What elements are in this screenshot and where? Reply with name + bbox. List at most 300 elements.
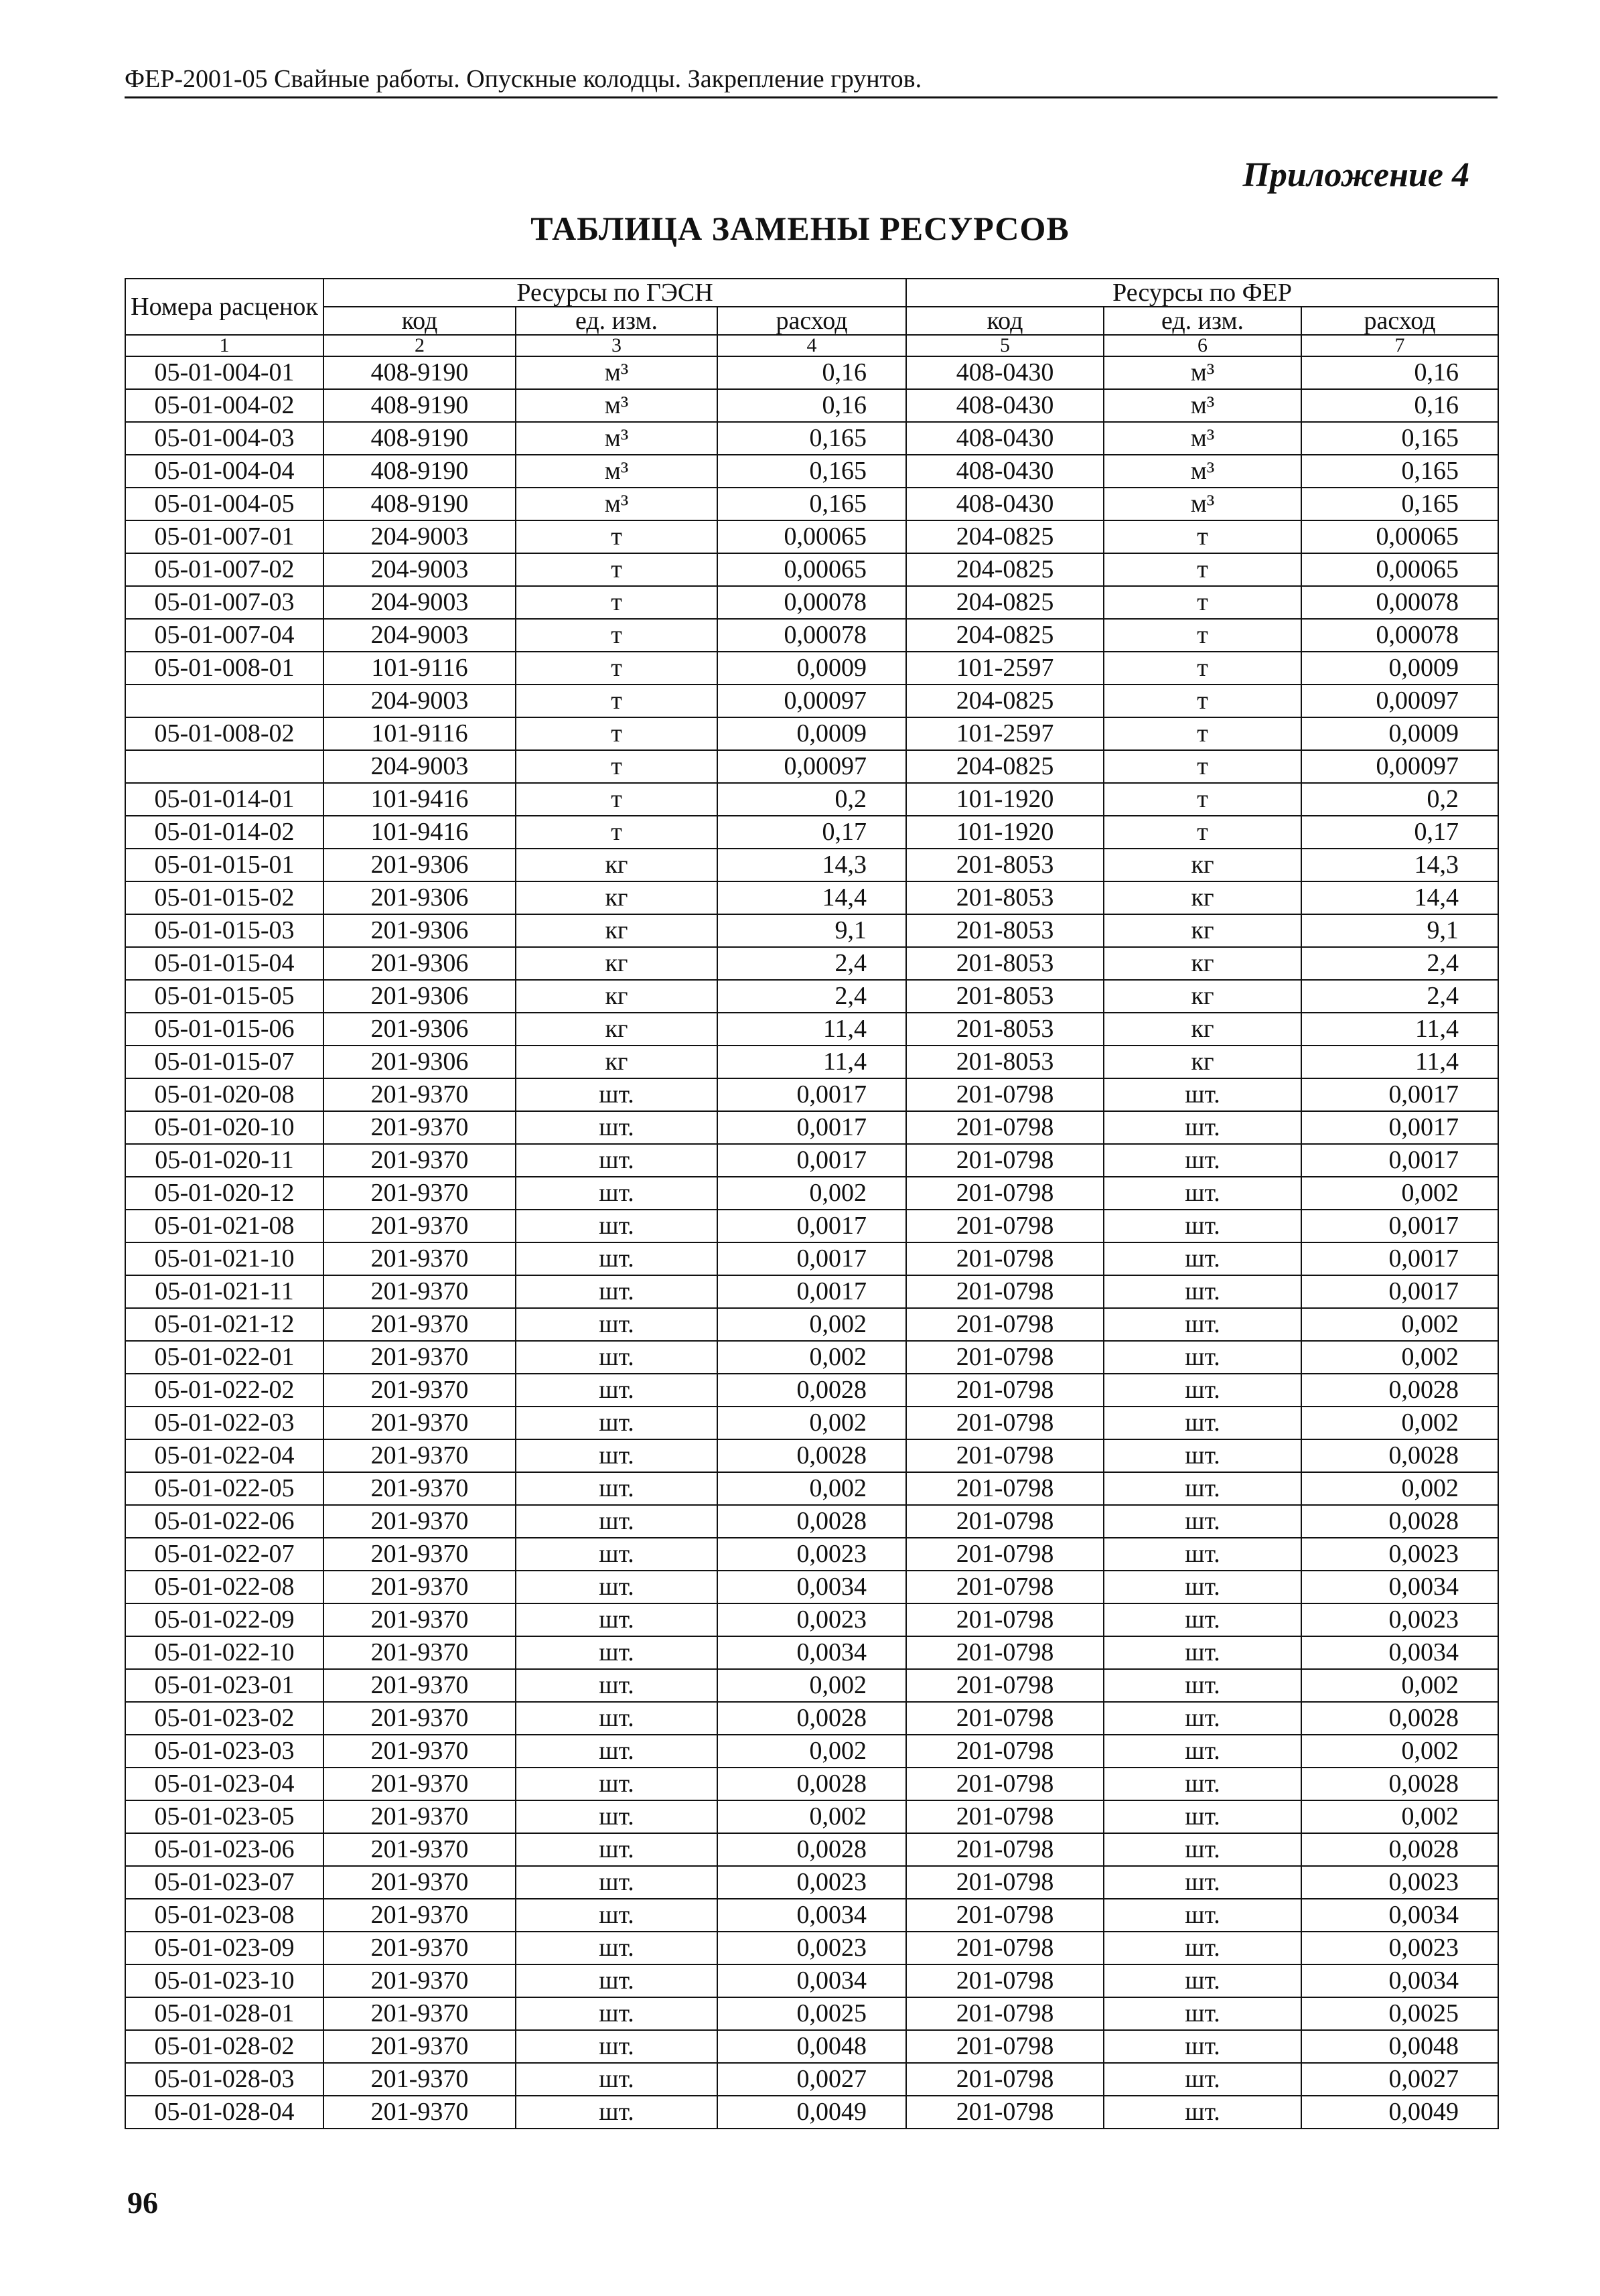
cell-fer-unit: кг <box>1104 914 1301 947</box>
cell-fer-code: 201-0798 <box>906 1242 1104 1275</box>
cell-gesn-unit: шт. <box>516 1735 717 1768</box>
cell-gesn-code: 201-9370 <box>323 1997 516 2030</box>
cell-gesn-unit: шт. <box>516 1768 717 1800</box>
table-row <box>125 1341 1498 1374</box>
cell-gesn-code: 201-9370 <box>323 1308 516 1341</box>
cell-fer-unit: шт. <box>1104 1964 1301 1997</box>
cell-fer-consumption: 0,00065 <box>1301 520 1498 553</box>
cell-fer-consumption: 0,002 <box>1301 1669 1498 1702</box>
cell-fer-consumption: 0,002 <box>1301 1177 1498 1210</box>
cell-fer-unit: т <box>1104 717 1301 750</box>
cell-rate-number: 05-01-004-04 <box>125 455 323 488</box>
cell-fer-unit: шт. <box>1104 1735 1301 1768</box>
cell-gesn-unit: шт. <box>516 1603 717 1636</box>
cell-fer-code: 201-0798 <box>906 1439 1104 1472</box>
cell-gesn-consumption: 0,00097 <box>717 685 906 717</box>
table-title: ТАБЛИЦА ЗАМЕНЫ РЕСУРСОВ <box>530 210 1070 247</box>
cell-rate-number: 05-01-028-02 <box>125 2030 323 2063</box>
cell-fer-consumption: 0,0023 <box>1301 1932 1498 1964</box>
cell-rate-number: 05-01-021-12 <box>125 1308 323 1341</box>
cell-gesn-consumption: 0,002 <box>717 1407 906 1439</box>
cell-gesn-unit: шт. <box>516 1636 717 1669</box>
cell-fer-consumption: 0,0009 <box>1301 717 1498 750</box>
cell-rate-number: 05-01-020-10 <box>125 1111 323 1144</box>
cell-fer-consumption: 0,002 <box>1301 1341 1498 1374</box>
table-row <box>125 1177 1498 1210</box>
table-row <box>125 1735 1498 1768</box>
cell-fer-code: 201-0798 <box>906 1505 1104 1538</box>
table-row <box>125 619 1498 652</box>
cell-rate-number: 05-01-022-02 <box>125 1374 323 1407</box>
cell-rate-number: 05-01-023-10 <box>125 1964 323 1997</box>
cell-gesn-unit: шт. <box>516 2030 717 2063</box>
cell-fer-consumption: 0,0028 <box>1301 1702 1498 1735</box>
cell-fer-unit: шт. <box>1104 2063 1301 2096</box>
cell-gesn-consumption: 0,0034 <box>717 1899 906 1932</box>
cell-fer-code: 201-0798 <box>906 1144 1104 1177</box>
cell-gesn-consumption: 0,002 <box>717 1735 906 1768</box>
cell-fer-consumption: 0,0028 <box>1301 1374 1498 1407</box>
cell-fer-unit: кг <box>1104 881 1301 914</box>
table-row <box>125 1932 1498 1964</box>
cell-fer-consumption: 0,00097 <box>1301 750 1498 783</box>
cell-rate-number: 05-01-022-07 <box>125 1538 323 1571</box>
cell-fer-consumption: 0,0017 <box>1301 1242 1498 1275</box>
cell-gesn-code: 201-9370 <box>323 2030 516 2063</box>
cell-fer-code: 201-0798 <box>906 1111 1104 1144</box>
cell-fer-unit: шт. <box>1104 1669 1301 1702</box>
cell-rate-number: 05-01-007-02 <box>125 553 323 586</box>
cell-rate-number: 05-01-023-09 <box>125 1932 323 1964</box>
cell-gesn-unit: шт. <box>516 1669 717 1702</box>
table-row <box>125 1046 1498 1078</box>
cell-gesn-unit: шт. <box>516 1932 717 1964</box>
table-body <box>125 356 1498 2129</box>
cell-gesn-code: 201-9370 <box>323 1538 516 1571</box>
cell-fer-unit: кг <box>1104 947 1301 980</box>
cell-gesn-code: 201-9370 <box>323 1210 516 1242</box>
cell-rate-number: 05-01-004-02 <box>125 389 323 422</box>
cell-gesn-consumption: 0,0028 <box>717 1833 906 1866</box>
cell-fer-unit: шт. <box>1104 1833 1301 1866</box>
running-header: ФЕР-2001-05 Свайные работы. Опускные колодцы. Закрепление грунтов. <box>125 64 1498 98</box>
cell-rate-number: 05-01-008-02 <box>125 717 323 750</box>
cell-gesn-code: 201-9306 <box>323 1013 516 1046</box>
cell-gesn-consumption: 0,165 <box>717 455 906 488</box>
cell-rate-number: 05-01-028-03 <box>125 2063 323 2096</box>
cell-rate-number: 05-01-015-01 <box>125 849 323 881</box>
cell-gesn-code: 408-9190 <box>323 389 516 422</box>
cell-fer-code: 201-0798 <box>906 1210 1104 1242</box>
column-number: 5 <box>906 335 1104 356</box>
cell-fer-unit: т <box>1104 783 1301 816</box>
cell-gesn-code: 201-9370 <box>323 1899 516 1932</box>
table-row <box>125 914 1498 947</box>
cell-gesn-consumption: 0,0028 <box>717 1505 906 1538</box>
cell-gesn-unit: шт. <box>516 1472 717 1505</box>
cell-rate-number: 05-01-020-12 <box>125 1177 323 1210</box>
cell-gesn-code: 201-9370 <box>323 1505 516 1538</box>
cell-gesn-code: 201-9370 <box>323 1177 516 1210</box>
cell-gesn-code: 201-9306 <box>323 1046 516 1078</box>
cell-gesn-unit: м³ <box>516 356 717 389</box>
cell-gesn-code: 201-9370 <box>323 1571 516 1603</box>
cell-gesn-unit: т <box>516 685 717 717</box>
cell-fer-consumption: 0,00065 <box>1301 553 1498 586</box>
cell-fer-consumption: 0,0028 <box>1301 1439 1498 1472</box>
table-row <box>125 2030 1498 2063</box>
cell-gesn-consumption: 0,0009 <box>717 717 906 750</box>
cell-rate-number: 05-01-020-08 <box>125 1078 323 1111</box>
cell-fer-code: 408-0430 <box>906 488 1104 520</box>
cell-fer-code: 201-8053 <box>906 849 1104 881</box>
cell-fer-consumption: 0,00078 <box>1301 586 1498 619</box>
cell-fer-code: 201-0798 <box>906 1932 1104 1964</box>
cell-fer-consumption: 0,2 <box>1301 783 1498 816</box>
cell-fer-code: 101-1920 <box>906 816 1104 849</box>
cell-fer-code: 201-0798 <box>906 1768 1104 1800</box>
cell-gesn-unit: шт. <box>516 1341 717 1374</box>
cell-gesn-code: 408-9190 <box>323 488 516 520</box>
cell-rate-number: 05-01-023-01 <box>125 1669 323 1702</box>
cell-gesn-unit: м³ <box>516 455 717 488</box>
cell-fer-consumption: 0,0034 <box>1301 1636 1498 1669</box>
cell-fer-code: 201-0798 <box>906 1078 1104 1111</box>
table-row <box>125 1899 1498 1932</box>
cell-fer-unit: шт. <box>1104 1472 1301 1505</box>
cell-gesn-code: 408-9190 <box>323 455 516 488</box>
cell-gesn-consumption: 0,165 <box>717 488 906 520</box>
cell-fer-consumption: 0,0049 <box>1301 2096 1498 2129</box>
cell-gesn-unit: шт. <box>516 1899 717 1932</box>
cell-fer-code: 204-0825 <box>906 619 1104 652</box>
cell-rate-number: 05-01-028-04 <box>125 2096 323 2129</box>
cell-rate-number: 05-01-021-11 <box>125 1275 323 1308</box>
cell-gesn-unit: шт. <box>516 1702 717 1735</box>
cell-fer-consumption: 0,00097 <box>1301 685 1498 717</box>
cell-fer-consumption: 0,0028 <box>1301 1505 1498 1538</box>
cell-fer-code: 408-0430 <box>906 389 1104 422</box>
cell-fer-consumption: 0,16 <box>1301 356 1498 389</box>
cell-rate-number: 05-01-023-05 <box>125 1800 323 1833</box>
cell-fer-consumption: 0,00078 <box>1301 619 1498 652</box>
table-row <box>125 1374 1498 1407</box>
table-row <box>125 1833 1498 1866</box>
cell-gesn-consumption: 0,0048 <box>717 2030 906 2063</box>
table-row <box>125 422 1498 455</box>
cell-gesn-consumption: 0,0017 <box>717 1210 906 1242</box>
cell-fer-unit: шт. <box>1104 1997 1301 2030</box>
cell-fer-unit: м³ <box>1104 422 1301 455</box>
cell-gesn-code: 201-9370 <box>323 2096 516 2129</box>
cell-fer-code: 201-0798 <box>906 1669 1104 1702</box>
table-row <box>125 881 1498 914</box>
cell-fer-consumption: 0,0025 <box>1301 1997 1498 2030</box>
table-row <box>125 1603 1498 1636</box>
cell-gesn-consumption: 0,0028 <box>717 1768 906 1800</box>
cell-gesn-consumption: 0,16 <box>717 356 906 389</box>
cell-fer-consumption: 0,0017 <box>1301 1078 1498 1111</box>
cell-gesn-consumption: 0,0028 <box>717 1702 906 1735</box>
table-row <box>125 1669 1498 1702</box>
cell-fer-consumption: 0,002 <box>1301 1472 1498 1505</box>
cell-gesn-code: 201-9370 <box>323 1800 516 1833</box>
cell-gesn-code: 101-9116 <box>323 652 516 685</box>
table-row <box>125 1078 1498 1111</box>
cell-gesn-unit: шт. <box>516 1964 717 1997</box>
table-row <box>125 1439 1498 1472</box>
cell-gesn-code: 201-9370 <box>323 1735 516 1768</box>
cell-gesn-unit: кг <box>516 914 717 947</box>
table-row <box>125 1571 1498 1603</box>
table-row <box>125 1111 1498 1144</box>
cell-gesn-consumption: 0,0009 <box>717 652 906 685</box>
cell-fer-unit: шт. <box>1104 1866 1301 1899</box>
cell-fer-consumption: 0,165 <box>1301 455 1498 488</box>
cell-fer-consumption: 0,0017 <box>1301 1210 1498 1242</box>
cell-gesn-consumption: 0,0017 <box>717 1242 906 1275</box>
cell-fer-code: 201-0798 <box>906 2096 1104 2129</box>
cell-rate-number: 05-01-023-03 <box>125 1735 323 1768</box>
cell-fer-consumption: 0,17 <box>1301 816 1498 849</box>
cell-gesn-unit: шт. <box>516 1800 717 1833</box>
cell-fer-code: 204-0825 <box>906 520 1104 553</box>
cell-gesn-consumption: 0,00097 <box>717 750 906 783</box>
cell-rate-number: 05-01-015-03 <box>125 914 323 947</box>
cell-fer-unit: кг <box>1104 1013 1301 1046</box>
cell-fer-consumption: 0,0034 <box>1301 1964 1498 1997</box>
cell-fer-consumption: 0,0023 <box>1301 1603 1498 1636</box>
table-row <box>125 1472 1498 1505</box>
cell-fer-consumption: 0,16 <box>1301 389 1498 422</box>
cell-fer-consumption: 2,4 <box>1301 947 1498 980</box>
cell-gesn-unit: т <box>516 816 717 849</box>
cell-fer-code: 204-0825 <box>906 685 1104 717</box>
cell-gesn-consumption: 0,0017 <box>717 1144 906 1177</box>
cell-gesn-code: 201-9370 <box>323 1341 516 1374</box>
cell-gesn-unit: шт. <box>516 1275 717 1308</box>
cell-gesn-consumption: 0,0023 <box>717 1866 906 1899</box>
cell-gesn-code: 201-9306 <box>323 914 516 947</box>
cell-fer-unit: шт. <box>1104 1571 1301 1603</box>
cell-gesn-unit: кг <box>516 980 717 1013</box>
cell-fer-code: 101-1920 <box>906 783 1104 816</box>
table-row <box>125 750 1498 783</box>
cell-fer-code: 201-0798 <box>906 1899 1104 1932</box>
cell-fer-consumption: 0,0017 <box>1301 1111 1498 1144</box>
cell-gesn-unit: шт. <box>516 1144 717 1177</box>
cell-fer-unit: шт. <box>1104 1210 1301 1242</box>
cell-gesn-code: 201-9370 <box>323 1932 516 1964</box>
cell-gesn-consumption: 0,002 <box>717 1308 906 1341</box>
cell-gesn-code: 204-9003 <box>323 520 516 553</box>
cell-gesn-unit: шт. <box>516 1177 717 1210</box>
cell-rate-number: 05-01-008-01 <box>125 652 323 685</box>
cell-rate-number: 05-01-023-04 <box>125 1768 323 1800</box>
cell-fer-consumption: 11,4 <box>1301 1013 1498 1046</box>
cell-gesn-consumption: 0,0034 <box>717 1571 906 1603</box>
cell-fer-consumption: 0,165 <box>1301 422 1498 455</box>
cell-rate-number: 05-01-007-01 <box>125 520 323 553</box>
cell-gesn-unit: шт. <box>516 1505 717 1538</box>
cell-gesn-code: 201-9370 <box>323 1636 516 1669</box>
cell-fer-consumption: 0,002 <box>1301 1407 1498 1439</box>
cell-fer-consumption: 0,0017 <box>1301 1275 1498 1308</box>
cell-fer-unit: шт. <box>1104 1078 1301 1111</box>
cell-gesn-consumption: 0,0049 <box>717 2096 906 2129</box>
table-row <box>125 1275 1498 1308</box>
cell-fer-consumption: 0,0034 <box>1301 1899 1498 1932</box>
cell-fer-code: 201-0798 <box>906 1800 1104 1833</box>
table-row <box>125 2063 1498 2096</box>
cell-fer-unit: т <box>1104 652 1301 685</box>
table-row <box>125 1636 1498 1669</box>
cell-gesn-code: 201-9306 <box>323 947 516 980</box>
cell-gesn-code: 101-9416 <box>323 816 516 849</box>
cell-fer-unit: шт. <box>1104 1242 1301 1275</box>
cell-fer-code: 201-0798 <box>906 1472 1104 1505</box>
cell-fer-code: 201-0798 <box>906 1702 1104 1735</box>
cell-gesn-consumption: 0,002 <box>717 1669 906 1702</box>
subheader-gesn-consumption: расход <box>717 307 906 335</box>
cell-fer-consumption: 0,0028 <box>1301 1768 1498 1800</box>
cell-gesn-unit: кг <box>516 1013 717 1046</box>
cell-fer-code: 201-0798 <box>906 1407 1104 1439</box>
cell-fer-unit: шт. <box>1104 1275 1301 1308</box>
table-row <box>125 1997 1498 2030</box>
table-row <box>125 1800 1498 1833</box>
table-row <box>125 1210 1498 1242</box>
cell-gesn-consumption: 0,0034 <box>717 1636 906 1669</box>
table-row <box>125 783 1498 816</box>
table-row <box>125 1407 1498 1439</box>
cell-gesn-code: 101-9416 <box>323 783 516 816</box>
cell-fer-consumption: 0,0048 <box>1301 2030 1498 2063</box>
table-row <box>125 717 1498 750</box>
cell-gesn-code: 201-9370 <box>323 1964 516 1997</box>
cell-rate-number: 05-01-022-05 <box>125 1472 323 1505</box>
cell-fer-unit: шт. <box>1104 2030 1301 2063</box>
cell-gesn-consumption: 0,0027 <box>717 2063 906 2096</box>
cell-gesn-consumption: 0,0023 <box>717 1538 906 1571</box>
cell-fer-code: 201-0798 <box>906 1997 1104 2030</box>
table-row <box>125 980 1498 1013</box>
cell-gesn-consumption: 14,3 <box>717 849 906 881</box>
cell-gesn-unit: шт. <box>516 1374 717 1407</box>
subheader-fer-consumption: расход <box>1301 307 1498 335</box>
cell-fer-code: 201-0798 <box>906 1866 1104 1899</box>
cell-rate-number: 05-01-022-08 <box>125 1571 323 1603</box>
column-number: 1 <box>125 335 323 356</box>
subheader-gesn-code: код <box>323 307 516 335</box>
column-number: 7 <box>1301 335 1498 356</box>
cell-gesn-code: 204-9003 <box>323 685 516 717</box>
table-row <box>125 1242 1498 1275</box>
cell-gesn-consumption: 0,002 <box>717 1177 906 1210</box>
cell-fer-unit: шт. <box>1104 1177 1301 1210</box>
cell-fer-unit: шт. <box>1104 1932 1301 1964</box>
cell-gesn-unit: т <box>516 783 717 816</box>
cell-fer-code: 201-0798 <box>906 1833 1104 1866</box>
cell-fer-unit: шт. <box>1104 1341 1301 1374</box>
table-row <box>125 586 1498 619</box>
cell-rate-number: 05-01-015-04 <box>125 947 323 980</box>
cell-fer-code: 201-0798 <box>906 2030 1104 2063</box>
cell-gesn-code: 408-9190 <box>323 356 516 389</box>
cell-fer-code: 201-8053 <box>906 947 1104 980</box>
cell-gesn-unit: т <box>516 619 717 652</box>
cell-fer-unit: шт. <box>1104 1899 1301 1932</box>
cell-fer-unit: шт. <box>1104 1111 1301 1144</box>
cell-gesn-unit: т <box>516 553 717 586</box>
cell-fer-unit: шт. <box>1104 1144 1301 1177</box>
cell-gesn-consumption: 0,0025 <box>717 1997 906 2030</box>
table-row <box>125 1505 1498 1538</box>
cell-gesn-consumption: 2,4 <box>717 980 906 1013</box>
cell-fer-consumption: 0,002 <box>1301 1735 1498 1768</box>
table-row <box>125 685 1498 717</box>
cell-fer-unit: шт. <box>1104 2096 1301 2129</box>
cell-gesn-unit: м³ <box>516 422 717 455</box>
cell-fer-consumption: 9,1 <box>1301 914 1498 947</box>
cell-fer-unit: м³ <box>1104 356 1301 389</box>
cell-fer-code: 408-0430 <box>906 422 1104 455</box>
cell-gesn-code: 201-9370 <box>323 1768 516 1800</box>
cell-gesn-unit: шт. <box>516 1308 717 1341</box>
cell-gesn-unit: кг <box>516 881 717 914</box>
cell-fer-unit: т <box>1104 520 1301 553</box>
cell-gesn-code: 201-9306 <box>323 980 516 1013</box>
cell-fer-unit: кг <box>1104 849 1301 881</box>
cell-fer-unit: т <box>1104 750 1301 783</box>
column-number: 2 <box>323 335 516 356</box>
cell-gesn-code: 204-9003 <box>323 586 516 619</box>
cell-fer-consumption: 14,4 <box>1301 881 1498 914</box>
cell-rate-number: 05-01-020-11 <box>125 1144 323 1177</box>
column-number: 6 <box>1104 335 1301 356</box>
table-row <box>125 1308 1498 1341</box>
cell-gesn-unit: т <box>516 750 717 783</box>
cell-fer-code: 201-8053 <box>906 1013 1104 1046</box>
cell-rate-number <box>125 750 323 783</box>
cell-gesn-code: 201-9370 <box>323 1242 516 1275</box>
table-row <box>125 1538 1498 1571</box>
cell-gesn-code: 201-9370 <box>323 1833 516 1866</box>
cell-gesn-consumption: 0,002 <box>717 1800 906 1833</box>
cell-gesn-consumption: 0,00078 <box>717 586 906 619</box>
cell-fer-code: 201-8053 <box>906 914 1104 947</box>
column-number: 3 <box>516 335 717 356</box>
cell-gesn-consumption: 0,0017 <box>717 1275 906 1308</box>
cell-gesn-unit: шт. <box>516 1407 717 1439</box>
table-row <box>125 1702 1498 1735</box>
cell-fer-unit: шт. <box>1104 1407 1301 1439</box>
cell-fer-code: 201-0798 <box>906 1603 1104 1636</box>
cell-gesn-unit: шт. <box>516 1866 717 1899</box>
table-row <box>125 520 1498 553</box>
table-row <box>125 1768 1498 1800</box>
cell-gesn-unit: шт. <box>516 1210 717 1242</box>
cell-fer-unit: шт. <box>1104 1505 1301 1538</box>
table-row <box>125 652 1498 685</box>
cell-gesn-code: 204-9003 <box>323 553 516 586</box>
cell-rate-number: 05-01-021-08 <box>125 1210 323 1242</box>
cell-fer-code: 101-2597 <box>906 652 1104 685</box>
cell-fer-unit: м³ <box>1104 455 1301 488</box>
cell-rate-number: 05-01-022-10 <box>125 1636 323 1669</box>
cell-gesn-code: 201-9370 <box>323 1144 516 1177</box>
cell-gesn-unit: шт. <box>516 2096 717 2129</box>
